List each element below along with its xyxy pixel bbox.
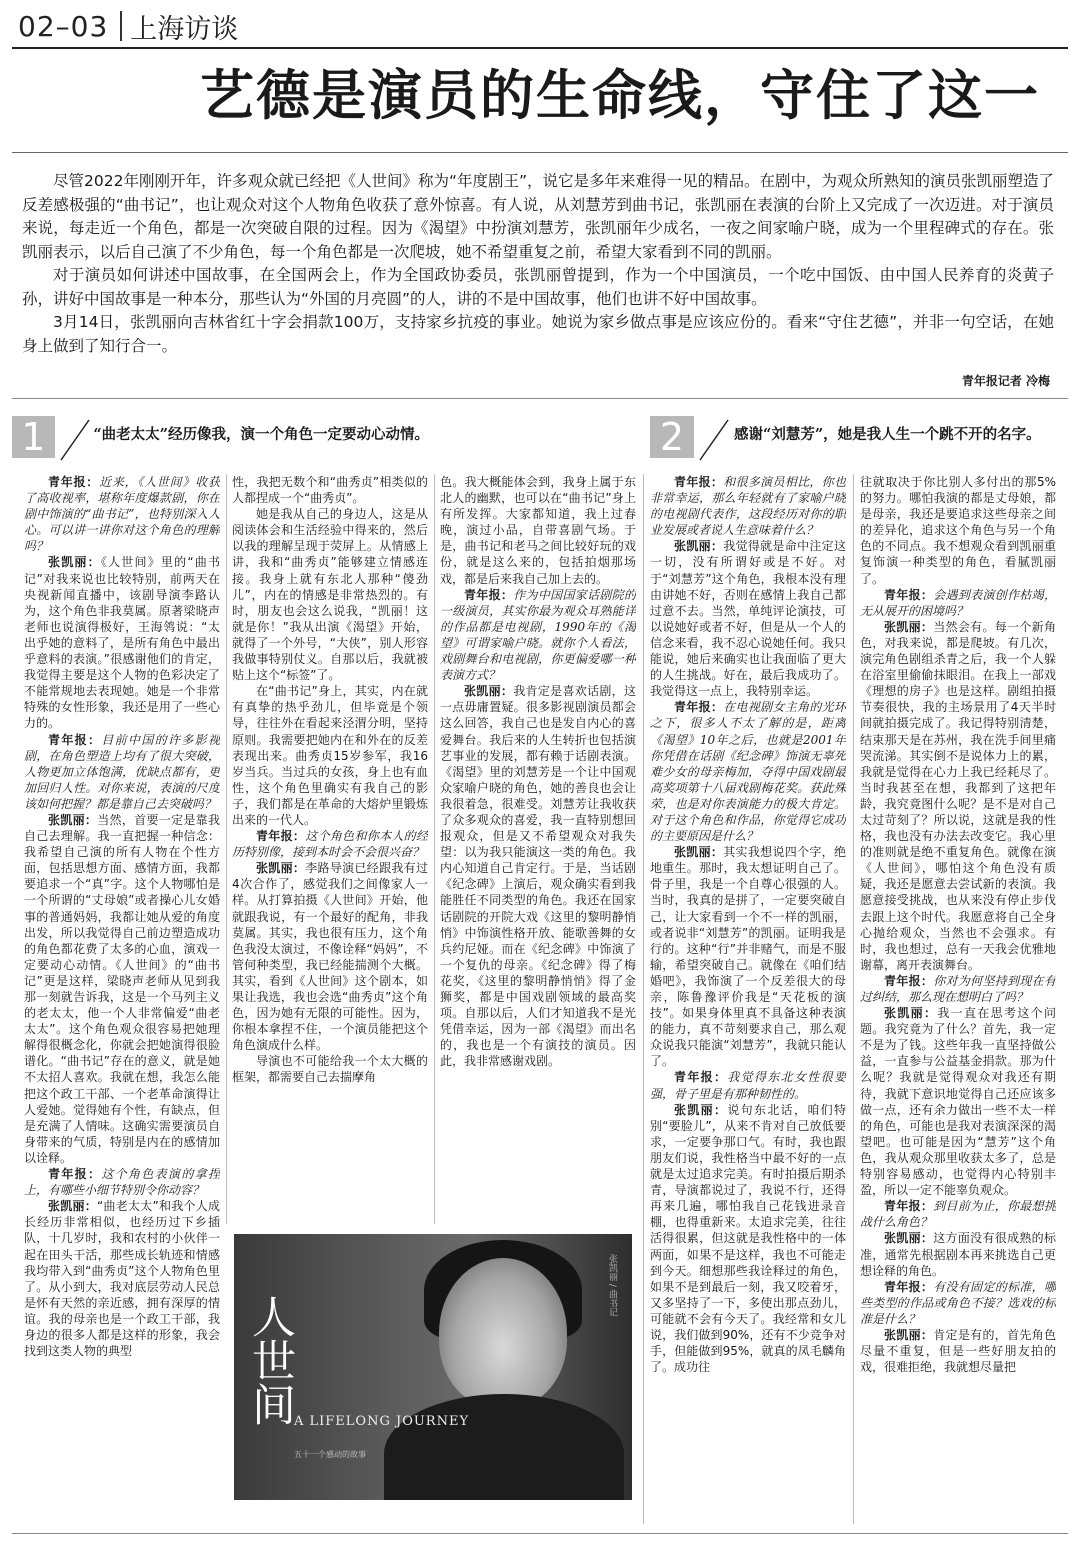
article-paragraph xyxy=(860,1198,1056,1230)
section-title: 感谢“刘慧芳”，她是我人生一个跳不开的名字。 xyxy=(734,426,1041,443)
speaker-label: 张凯丽： xyxy=(884,1006,938,1021)
answer-text: 色。我大概能体会到，我身上属于东北人的幽默，也可以在“曲书记”身上有所发挥。大家都知道，我上过春晚，演过小品，自带喜剧气场。于是，曲书记和老马之间比较好玩的戏份，就是这么来的，包括拍烟那场戏，都是后来我自己加上去的。 xyxy=(440,475,636,586)
answer-text: 在“曲书记”身上，其实，内在就有真挚的热乎劲儿，但毕竟是个领导，往往外在看起来泾渭分明，坚持原则。我需要把她内在和外在的反差表现出来。曲秀贞15岁参军，我16岁当兵。当过兵的女孩，身上也有血性，这个角色里确实有我自己的影子，我们都是在革命的大熔炉里锻炼出来的一代人。 xyxy=(232,684,428,827)
answer-text: 她是我从自己的身边人，这是从阅读体会和生活经验中得来的，然后以我的理解呈现于荧屏上。从情感上讲，我和“曲秀贞”能够建立情感连接。我身上就有东北人那种“傻劲儿”，内在的情感是非常热烈的。有时，朋友也会这么说我，“凯丽！这就是你！”我从出演《渴望》开始，就得了一个外号，“大侠”，别人形容我做事特别仗义。自那以后，我就被贴上这个“标签”了。 xyxy=(232,507,428,683)
intro-paragraph: 3月14日，张凯丽向吉林省红十字会捐款100万，支持家乡抗疫的事业。她说为家乡做点事是应该应份的。看来“守住艺德”，并非一句空话，在她身上做到了知行合一。 xyxy=(22,313,1054,355)
answer-text: 我肯定是喜欢话剧，这一点毋庸置疑。很多影视剧演员都会这么回答，我自己也是发自内心的喜爱舞台。我后来的人生转折也包括演艺事业的发展，都有赖于话剧表演。《渴望》里的刘慧芳是一个让中国观众家喻户晓的角色，她的善良也会让我很着急，很难受。刘慧芳让我收获了众多观众的喜爱，我一直特别想回报观众，但是又不希望观众对我失望：以为我只能演这一类的角色。我内心知道自己肯定行。于是，当话剧《纪念碑》上演后，观众确实看到我能胜任不同类型的角色。我还在国家话剧院的开院大戏《这里的黎明静悄悄》中饰演性格开放、能歌善舞的女兵约尼娅。而在《纪念碑》中饰演了一个复仇的母亲。《纪念碑》得了梅花奖，《这里的黎明静悄悄》得了金狮奖，都是中国戏剧领域的最高奖项。自那以后，人们才知道我不是光凭借幸运，因为一部《渴望》而出名的，我也是一个有演技的演员。因此，我非常感谢戏剧。 xyxy=(440,684,636,1069)
section-1-heading xyxy=(12,416,442,464)
article-paragraph xyxy=(650,474,846,538)
question-text: 这个角色表演的拿捏上，有哪些小细节特别令你动容？ xyxy=(24,1167,220,1198)
question-text: 会遇到表演创作枯竭，无从展开的困境吗？ xyxy=(860,587,1056,618)
article-paragraph xyxy=(232,828,428,860)
question-text: 有没有固定的标准，哪些类型的作品或角色不接？选戏的标准是什么？ xyxy=(860,1279,1056,1326)
article-paragraph xyxy=(232,474,428,506)
photo-side-text: 张凯丽 / 曲书记 xyxy=(607,1254,617,1317)
question-text: 在电视剧女主角的光环之下，很多人不太了解的是，距离《渴望》10年之后，也就是2001年你凭借在话剧《纪念碑》饰演无辜死难少女的母亲梅加，夺得中国戏剧最高奖项第十八届戏剧梅花奖。获此殊荣，也是对你表演能力的极大肯定。对于这个角色和作品，你觉得它成功的主要原因是什么？ xyxy=(650,700,846,844)
photo-subtitle: A LIFELONG JOURNEY xyxy=(294,1414,470,1429)
answer-text: “曲老太太”和我个人成长经历非常相似，也经历过下乡插队，十几岁时，我和农村的小伙伴一起在田头干活，那些成长轨迹和情感我均带入到“曲秀贞”这个人物角色里了。从小到大，我对底层劳动人民总是怀有天然的亲近感，拥有深厚的情谊。我的母亲也是一个政工干部，我身边的很多人都是这样的形象，我会找到这类人物的典型 xyxy=(24,1199,220,1359)
article-paragraph xyxy=(860,973,1056,1005)
intro-paragraph: 尽管2022年刚刚开年，许多观众就已经把《人世间》称为“年度剧王”，说它是多年来难得一见的精品。在剧中，为观众所熟知的演员张凯丽塑造了反差感极强的“曲书记”，也让观众对这个人物角色收获了意外惊喜。有人说，从刘慧芳到曲书记，张凯丽在表演的台阶上又完成了一次迈进。对于演员来说，每走近一个角色，都是一次突破自限的过程。因为《渴望》中扮演刘慧芳，张凯丽年少成名，一夜之间家喻户晓，成为一个里程碑式的存在。张凯丽表示，以后自己演了不少角色，每一个角色都是一次爬坡，她不希望重复之前，希望大家看到不同的凯丽。 xyxy=(22,172,1055,261)
article-paragraph xyxy=(24,812,220,1166)
question-text: 这个角色和你本人的经历特别像，接到本时会不会很兴奋？ xyxy=(232,829,428,860)
answer-text: 说句东北话，咱们特别“要脸儿”，从来不肯对自己放低要求，一定要争那口气。有时，我也跟朋友们说，我性格当中最不好的一点就是太过追求完美。有时拍摄后期杀青，导演都说过了，我说不行，还得再来几遍，哪怕我自己花钱进录音棚，也得重新来。太追求完美，往往活得很累，但这就是我性格中的一体两面，如果不是这样，我也不可能走到今天。细想那些我诠释过的角色，如果不是到最后一刻，我又咬着牙，又多坚持了一下，多使出那点劲儿，可能就不会有今天了。我经常和女儿说，我们做到90%，还有不少竞争对手，但能做到95%，就真的凤毛麟角了。成功往 xyxy=(650,1102,846,1375)
speaker-label: 张凯丽： xyxy=(464,684,514,699)
speaker-label: 青年报： xyxy=(256,829,306,844)
answer-text: 李路导演已经跟我有过4次合作了，感觉我们之间像家人一样。从打算拍摄《人世间》开始，他就跟我说，有一个最好的配角，非我莫属。其实，我也很有压力，这个角色我没太演过，不像诠释“妈妈”，不管何种类型，我已经能揣测个大概。其实，看到《人世间》这个剧本，如果让我选，我也会选“曲秀贞”这个角色，因为她有无限的可能性。因为，你根本拿捏不住，一个演员能把这个角色演成什么样。 xyxy=(232,861,428,1053)
section-rule xyxy=(12,398,1068,399)
speaker-label: 青年报： xyxy=(464,587,514,602)
answer-text: 当然，首要一定是靠我自己去理解。我一直把握一种信念：我希望自己演的所有人物在个性方面，包括思想方面、感情方面，我都要追求一个“真”字。这个人物哪怕是一个所谓的“丈母娘”或者操心儿女婚事的普通妈妈，我都让她从爱的角度出发，所以我觉得自己前边塑造成功的角色都花费了太多的心血，演戏一定要动心动情。《人世间》的“曲书记”更是这样，梁晓声老师从见到我那一刻就告诉我，这是一个马列主义的老太太，他一个人非常偏爱“曲老太太”。这个角色观众很容易把她理解得很概念化，你就会把她演得很脸谱化。“曲书记”存在的意义，就是她不太招人喜欢。我就在想，我怎么能把这个政工干部、一个老革命演得让人爱她。觉得她有个性，有缺点，但是充满了人情味。这确实需要演员自身带来的气质，特别是内在的感情加以诠释。 xyxy=(24,812,220,1165)
article-paragraph xyxy=(860,474,1056,587)
article-paragraph xyxy=(860,1327,1056,1375)
page-number: 02–03 xyxy=(18,9,109,43)
article-paragraph xyxy=(440,587,636,684)
article-paragraph xyxy=(860,619,1056,973)
speaker-label: 张凯丽： xyxy=(674,1102,728,1117)
speaker-label: 张凯丽： xyxy=(884,1231,934,1246)
intro-text xyxy=(22,170,1054,358)
article-paragraph xyxy=(24,1198,220,1359)
article-column-2 xyxy=(232,474,428,1226)
footer-rule xyxy=(12,1533,1068,1534)
intro-paragraph: 对于演员如何讲述中国故事，在全国两会上，作为全国政协委员，张凯丽曾提到，作为一个中国演员，一个吃中国饭、由中国人民养育的炎黄子孙，讲好中国故事是一种本分，那些认为“外国的月亮圆”的人，讲的不是中国故事，他们也讲不好中国故事。 xyxy=(22,266,1054,308)
article-paragraph xyxy=(24,1166,220,1198)
speaker-label: 张凯丽： xyxy=(674,845,724,860)
photo-face xyxy=(439,1258,567,1408)
article-paragraph xyxy=(860,1005,1056,1198)
answer-text: 导演也不可能给我一个太大概的框架，都需要自己去揣摩角 xyxy=(232,1054,428,1085)
speaker-label: 张凯丽： xyxy=(48,1199,98,1214)
speaker-label: 青年报： xyxy=(674,700,724,715)
article-paragraph xyxy=(232,860,428,1053)
question-text: 作为中国国家话剧院的一级演员，其实你最为观众耳熟能详的作品都是电视剧，1990年的《渴望》可谓家喻户晓。就你个人看法，戏剧舞台和电视剧，你更偏爱哪一种表演方式？ xyxy=(440,587,636,683)
question-text: 目前中国的许多影视剧，在角色塑造上均有了很大突破，人物更加立体饱满，优缺点都有，更加回归人性。对你来说，表演的尺度该如何把握？都是靠自己去突破吗？ xyxy=(24,732,220,811)
question-text: 近来，《人世间》收获了高收视率，堪称年度爆款剧，你在剧中饰演的“曲书记”，也特别深入人心。可以讲一讲你对这个角色的理解吗？ xyxy=(24,475,220,554)
article-paragraph xyxy=(650,538,846,699)
question-text: 到目前为止，你最想挑战什么角色？ xyxy=(860,1199,1056,1230)
speaker-label: 青年报： xyxy=(48,1167,102,1182)
speaker-label: 青年报： xyxy=(884,973,934,988)
article-paragraph xyxy=(650,1069,846,1101)
section-2-heading xyxy=(650,416,1070,464)
speaker-label: 张凯丽： xyxy=(884,619,934,634)
intro-rule xyxy=(12,152,1068,153)
slash-icon xyxy=(694,416,734,464)
answer-text: 《人世间》里的“曲书记”对我来说也比较特别，前两天在央视新闻直播中，该剧导演李路认为，这个角色非我莫属。原著梁晓声老师也说演得极好，王海鸰说：“太出乎她的意料了，是所有角色中最出乎意料的表演。”很感谢他们的肯定，我觉得主要是这个人物的色彩决定了不能常规地去表现她。她是一个非常特殊的女性形象，我还是用了一些心力的。 xyxy=(24,555,220,731)
section-title: “曲老太太”经历像我，演一个角色一定要动心动情。 xyxy=(93,426,430,443)
speaker-label: 青年报： xyxy=(884,1279,934,1294)
column-divider xyxy=(434,474,435,1224)
column-divider xyxy=(226,474,227,1224)
article-paragraph xyxy=(650,699,846,844)
article-column-1 xyxy=(24,474,220,1524)
speaker-label: 青年报： xyxy=(674,1070,728,1085)
article-paragraph xyxy=(650,1102,846,1376)
article-paragraph xyxy=(860,1230,1056,1278)
speaker-label: 张凯丽： xyxy=(48,555,101,570)
section-number: 2 xyxy=(650,416,694,458)
speaker-label: 张凯丽： xyxy=(674,539,724,554)
speaker-label: 青年报： xyxy=(48,732,102,747)
speaker-label: 青年报： xyxy=(48,475,100,489)
article-column-4 xyxy=(650,474,846,1524)
article-paragraph xyxy=(440,683,636,1069)
article-column-3 xyxy=(440,474,636,1226)
byline: 青年报记者 冷梅 xyxy=(961,374,1050,388)
article-paragraph xyxy=(232,1053,428,1085)
answer-text: 我觉得就是命中注定这一切，没有所谓好或是不好。对于“刘慧芳”这个角色，我根本没有理由讲她不好，否则在感情上我自己都过意不去。当然，单纯评论演技，可以说她好或者不好，但是从一个人的信念来看，我不忍心说她任何。我只能说，她后来确实也让我面临了更大的人生挑战。好在，最后我成功了。我觉得这一点上，我特别幸运。 xyxy=(650,539,846,699)
article-paragraph xyxy=(24,474,220,554)
header-divider xyxy=(120,11,122,41)
speaker-label: 张凯丽： xyxy=(884,1327,934,1342)
speaker-label: 张凯丽： xyxy=(256,861,306,876)
article-column-5 xyxy=(860,474,1056,1524)
article-paragraph xyxy=(24,554,220,731)
answer-text: 其实我想说四个字，绝地重生。那时，我太想证明自己了。骨子里，我是一个自尊心很强的人。当时，我真的是拼了，一定要突破自己，让大家看到一个不一样的凯丽，或者说非“刘慧芳”的凯丽。证明我是行的。这种“行”并非赌气，而是不服输，希望突破自己。就像在《咱们结婚吧》，我饰演了一个反差很大的母亲，陈鲁豫评价我是“天花板的演技”。如果身体里真不具备这种表演的能力，真不苛刻要求自己，那么观众说我只能演“刘慧芳”，我就只能认了。 xyxy=(650,845,846,1069)
section-number: 1 xyxy=(12,416,55,458)
article-paragraph xyxy=(440,474,636,587)
article-paragraph xyxy=(24,732,220,812)
answer-text: 当然会有。每一个新角色，对我来说，都是爬坡。有几次，演完角色剧组杀青之后，我一个人躲在浴室里偷偷抹眼泪。在我上一部戏《理想的房子》也是这样。剧组拍摄节奏很快，我的主场景用了4天半时间就拍摄完成了。我记得特别清楚，结束那天是在苏州，我在洗手间里痛哭流涕。其实倒不是说体力上的累，我就是觉得在心力上我已经耗尽了。当时我甚至在想，我都到了这把年龄，我究竟图什么呢？是不是对自己太过苛刻了？所以说，这就是我的性格，我也没有办法去改变它。我心里的准则就是绝不重复角色。就像在演《人世间》，哪怕这个角色没有质疑，我还是愿意去尝试新的表演。我愿意接受挑战，也从来没有停止步伐去跟上这个时代。我愿意将自己全身心抛给观众，当然也不会强求。有时，我也想过，总有一天我会优雅地谢幕，离开表演舞台。 xyxy=(860,619,1056,972)
answer-text: 往就取决于你比别人多付出的那5%的努力。哪怕我演的都是丈母娘，都是母亲，我还是要追求这些母亲之间的差异化，追求这个角色与另一个角色的不同点。我不想观众看到凯丽重复饰演一种类型的角色，看腻凯丽了。 xyxy=(860,475,1056,586)
answer-text: 性，我把无数个和“曲秀贞”相类似的人都捏成一个“曲秀贞”。 xyxy=(232,475,428,506)
question-text: 你对为何坚持到现在有过纠结，那么现在想明白了吗？ xyxy=(860,973,1056,1004)
slash-icon xyxy=(55,416,94,464)
column-divider xyxy=(853,474,854,1524)
page-header xyxy=(18,6,238,46)
question-text: 和很多演员相比，你也非常幸运，那么年轻就有了家喻户晓的电视剧代表作，这段经历对你的职业发展或者说人生意味着什么？ xyxy=(650,475,846,538)
photo-body xyxy=(384,1394,624,1500)
speaker-label: 青年报： xyxy=(884,1199,934,1214)
column-divider xyxy=(643,474,644,1524)
answer-text: 这方面没有很成熟的标准，通常先根据剧本再来挑选自己更想诠释的角色。 xyxy=(860,1231,1056,1278)
speaker-label: 张凯丽： xyxy=(48,812,98,827)
article-paragraph xyxy=(232,683,428,828)
question-text: 我觉得东北女性很要强，骨子里是有那种韧性的。 xyxy=(650,1070,846,1101)
answer-text: 肯定是有的，首先角色尽量不重复，但是一些好朋友拍的戏，很难拒绝，我就想尽量把 xyxy=(860,1327,1056,1375)
column-name: 上海访谈 xyxy=(130,13,239,45)
header-rule xyxy=(12,47,1068,49)
photo-caption: 五十一个感动的故事 xyxy=(294,1450,366,1459)
article-paragraph xyxy=(650,844,846,1069)
answer-text: 我一直在思考这个问题。我究竟为了什么？首先，我一定不是为了钱。这些年我一直坚持做公益，一直参与公益基金捐款。那为什么呢？我就是觉得观众对我还有期待，我就下意识地觉得自己还应该多做一点，还有余力做出一些不太一样的角色，可能也是我对表演深深的渴望吧。也可能是因为“慧芳”这个角色，我从观众那里收获太多了，总是特别容易感动，也觉得内心特别丰盈，所以一定不能辜负观众。 xyxy=(860,1006,1056,1198)
photo-title: 人世间 xyxy=(244,1294,295,1426)
speaker-label: 青年报： xyxy=(674,475,724,489)
article-paragraph xyxy=(232,506,428,683)
headline: 艺德是演员的生命线，守住了这一 xyxy=(200,64,1040,127)
article-paragraph xyxy=(860,587,1056,619)
speaker-label: 青年报： xyxy=(884,587,934,602)
drama-still-photo xyxy=(234,1234,632,1500)
article-paragraph xyxy=(860,1279,1056,1327)
